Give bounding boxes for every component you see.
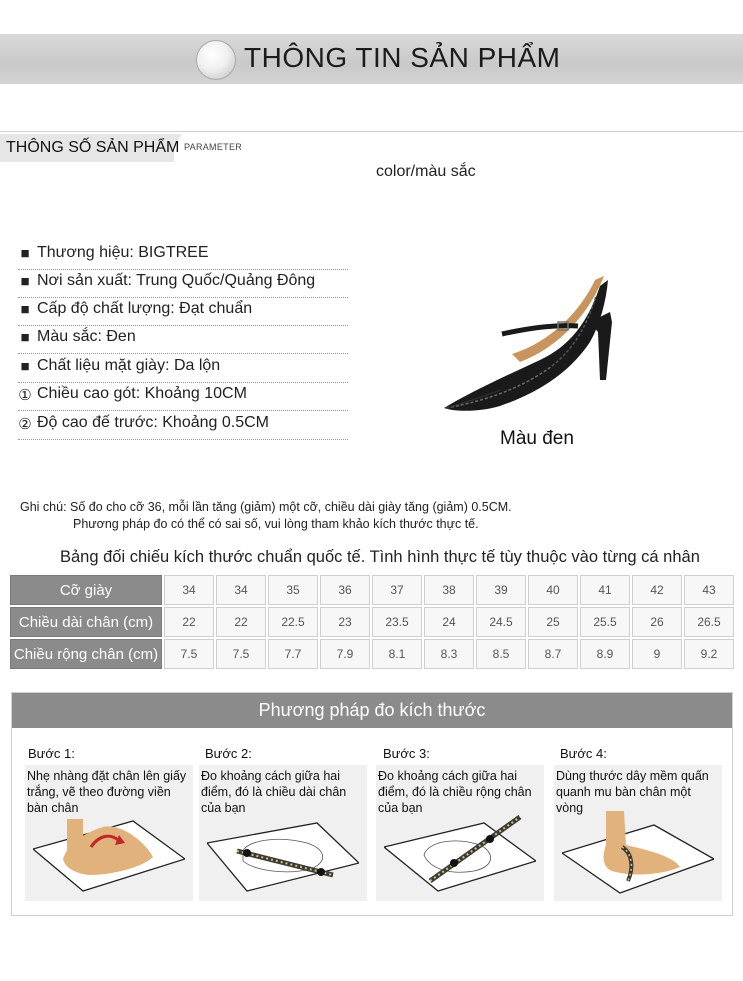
table-cell: 43 bbox=[684, 575, 734, 605]
step-card bbox=[554, 765, 722, 901]
table-cell: 9 bbox=[632, 639, 682, 669]
table-cell: 42 bbox=[632, 575, 682, 605]
foot-width-ruler-illustration-icon bbox=[384, 815, 536, 895]
row-header: Chiều rộng chân (cm) bbox=[10, 639, 162, 669]
table-cell: 25 bbox=[528, 607, 578, 637]
parameter-title: THÔNG SỐ SẢN PHẨM bbox=[6, 139, 180, 156]
spec-text: Màu sắc: Đen bbox=[37, 328, 136, 345]
step-desc: Dùng thước dây mềm quấn quanh mu bàn chân một vòng bbox=[556, 769, 709, 815]
step-title: Bước 1: bbox=[28, 746, 75, 761]
foot-trace-illustration-icon bbox=[33, 809, 185, 895]
table-cell: 25.5 bbox=[580, 607, 630, 637]
spec-text: Chiều cao gót: Khoảng 10CM bbox=[37, 385, 247, 402]
table-cell: 37 bbox=[372, 575, 422, 605]
table-cell: 9.2 bbox=[684, 639, 734, 669]
table-cell: 22 bbox=[164, 607, 214, 637]
color-label: color/màu sắc bbox=[376, 163, 476, 180]
table-cell: 22 bbox=[216, 607, 266, 637]
spec-item bbox=[18, 354, 348, 383]
table-cell: 22.5 bbox=[268, 607, 318, 637]
table-cell: 24 bbox=[424, 607, 474, 637]
bullet-icon: ① bbox=[18, 387, 32, 404]
foot-tape-measure-illustration-icon bbox=[562, 805, 714, 895]
table-cell: 39 bbox=[476, 575, 526, 605]
table-cell: 40 bbox=[528, 575, 578, 605]
table-cell: 36 bbox=[320, 575, 370, 605]
note-line-1: Ghi chú: Số đo cho cỡ 36, mỗi lần tăng (giảm) một cỡ, chiều dài giày tăng (giảm) 0.5CM. bbox=[20, 500, 512, 514]
table-cell: 8.3 bbox=[424, 639, 474, 669]
table-cell: 34 bbox=[164, 575, 214, 605]
note-line-2: Phương pháp đo có thể có sai số, vui lòng tham khảo kích thước thực tế. bbox=[73, 517, 479, 531]
step-title: Bước 4: bbox=[560, 746, 607, 761]
parameter-subtitle: PARAMETER bbox=[184, 142, 243, 152]
table-cell: 24.5 bbox=[476, 607, 526, 637]
spec-text: Nơi sản xuất: Trung Quốc/Quảng Đông bbox=[37, 272, 316, 289]
bullet-icon: ■ bbox=[20, 329, 30, 346]
step-card bbox=[199, 765, 367, 901]
table-cell: 41 bbox=[580, 575, 630, 605]
table-cell: 35 bbox=[268, 575, 318, 605]
row-header: Chiều dài chân (cm) bbox=[10, 607, 162, 637]
spec-item bbox=[18, 241, 348, 270]
product-caption: Màu đen bbox=[500, 428, 574, 449]
size-table-title: Bảng đối chiếu kích thước chuẩn quốc tế. Tình hình thực tế tùy thuộc vào từng cá nhân bbox=[60, 548, 700, 566]
step-card bbox=[376, 765, 544, 901]
table-cell: 8.9 bbox=[580, 639, 630, 669]
shoe-image bbox=[440, 262, 640, 412]
table-cell: 8.7 bbox=[528, 639, 578, 669]
step-desc: Nhẹ nhàng đặt chân lên giấy trắng, vẽ theo đường viền bàn chân bbox=[27, 769, 187, 815]
table-cell: 26.5 bbox=[684, 607, 734, 637]
table-row bbox=[10, 639, 734, 669]
table-cell: 38 bbox=[424, 575, 474, 605]
spec-item bbox=[18, 269, 348, 298]
table-cell: 7.5 bbox=[164, 639, 214, 669]
step-title: Bước 3: bbox=[383, 746, 430, 761]
step-desc: Đo khoảng cách giữa hai điểm, đó là chiều rộng chân của bạn bbox=[378, 769, 532, 815]
page-title: THÔNG TIN SẢN PHẨM bbox=[244, 42, 561, 73]
table-cell: 34 bbox=[216, 575, 266, 605]
step-desc: Đo khoảng cách giữa hai điểm, đó là chiều dài chân của bạn bbox=[201, 769, 347, 815]
spec-item bbox=[18, 382, 348, 411]
foot-length-ruler-illustration-icon bbox=[207, 815, 359, 895]
table-row bbox=[10, 607, 734, 637]
table-cell: 7.9 bbox=[320, 639, 370, 669]
spec-text: Độ cao đế trước: Khoảng 0.5CM bbox=[37, 414, 269, 431]
table-cell: 23.5 bbox=[372, 607, 422, 637]
bullet-icon: ■ bbox=[20, 301, 30, 318]
section-divider bbox=[0, 131, 743, 132]
spec-item bbox=[18, 297, 348, 326]
bullet-icon: ■ bbox=[20, 245, 30, 262]
spec-text: Thương hiệu: BIGTREE bbox=[37, 244, 209, 261]
bullet-icon: ■ bbox=[20, 273, 30, 290]
table-cell: 8.5 bbox=[476, 639, 526, 669]
bullet-icon: ② bbox=[18, 416, 32, 433]
step-title: Bước 2: bbox=[205, 746, 252, 761]
banner-circle-icon bbox=[196, 40, 236, 80]
table-row bbox=[10, 575, 734, 605]
table-cell: 26 bbox=[632, 607, 682, 637]
table-cell: 8.1 bbox=[372, 639, 422, 669]
row-header: Cỡ giày bbox=[10, 575, 162, 605]
spec-text: Cấp độ chất lượng: Đạt chuẩn bbox=[37, 300, 253, 317]
step-card bbox=[25, 765, 193, 901]
table-cell: 23 bbox=[320, 607, 370, 637]
bullet-icon: ■ bbox=[20, 358, 30, 375]
spec-item bbox=[18, 325, 348, 354]
method-title: Phương pháp đo kích thước bbox=[12, 693, 732, 728]
spec-item bbox=[18, 411, 348, 440]
table-cell: 7.5 bbox=[216, 639, 266, 669]
spec-text: Chất liệu mặt giày: Da lộn bbox=[37, 357, 221, 374]
table-cell: 7.7 bbox=[268, 639, 318, 669]
size-table bbox=[8, 573, 736, 671]
